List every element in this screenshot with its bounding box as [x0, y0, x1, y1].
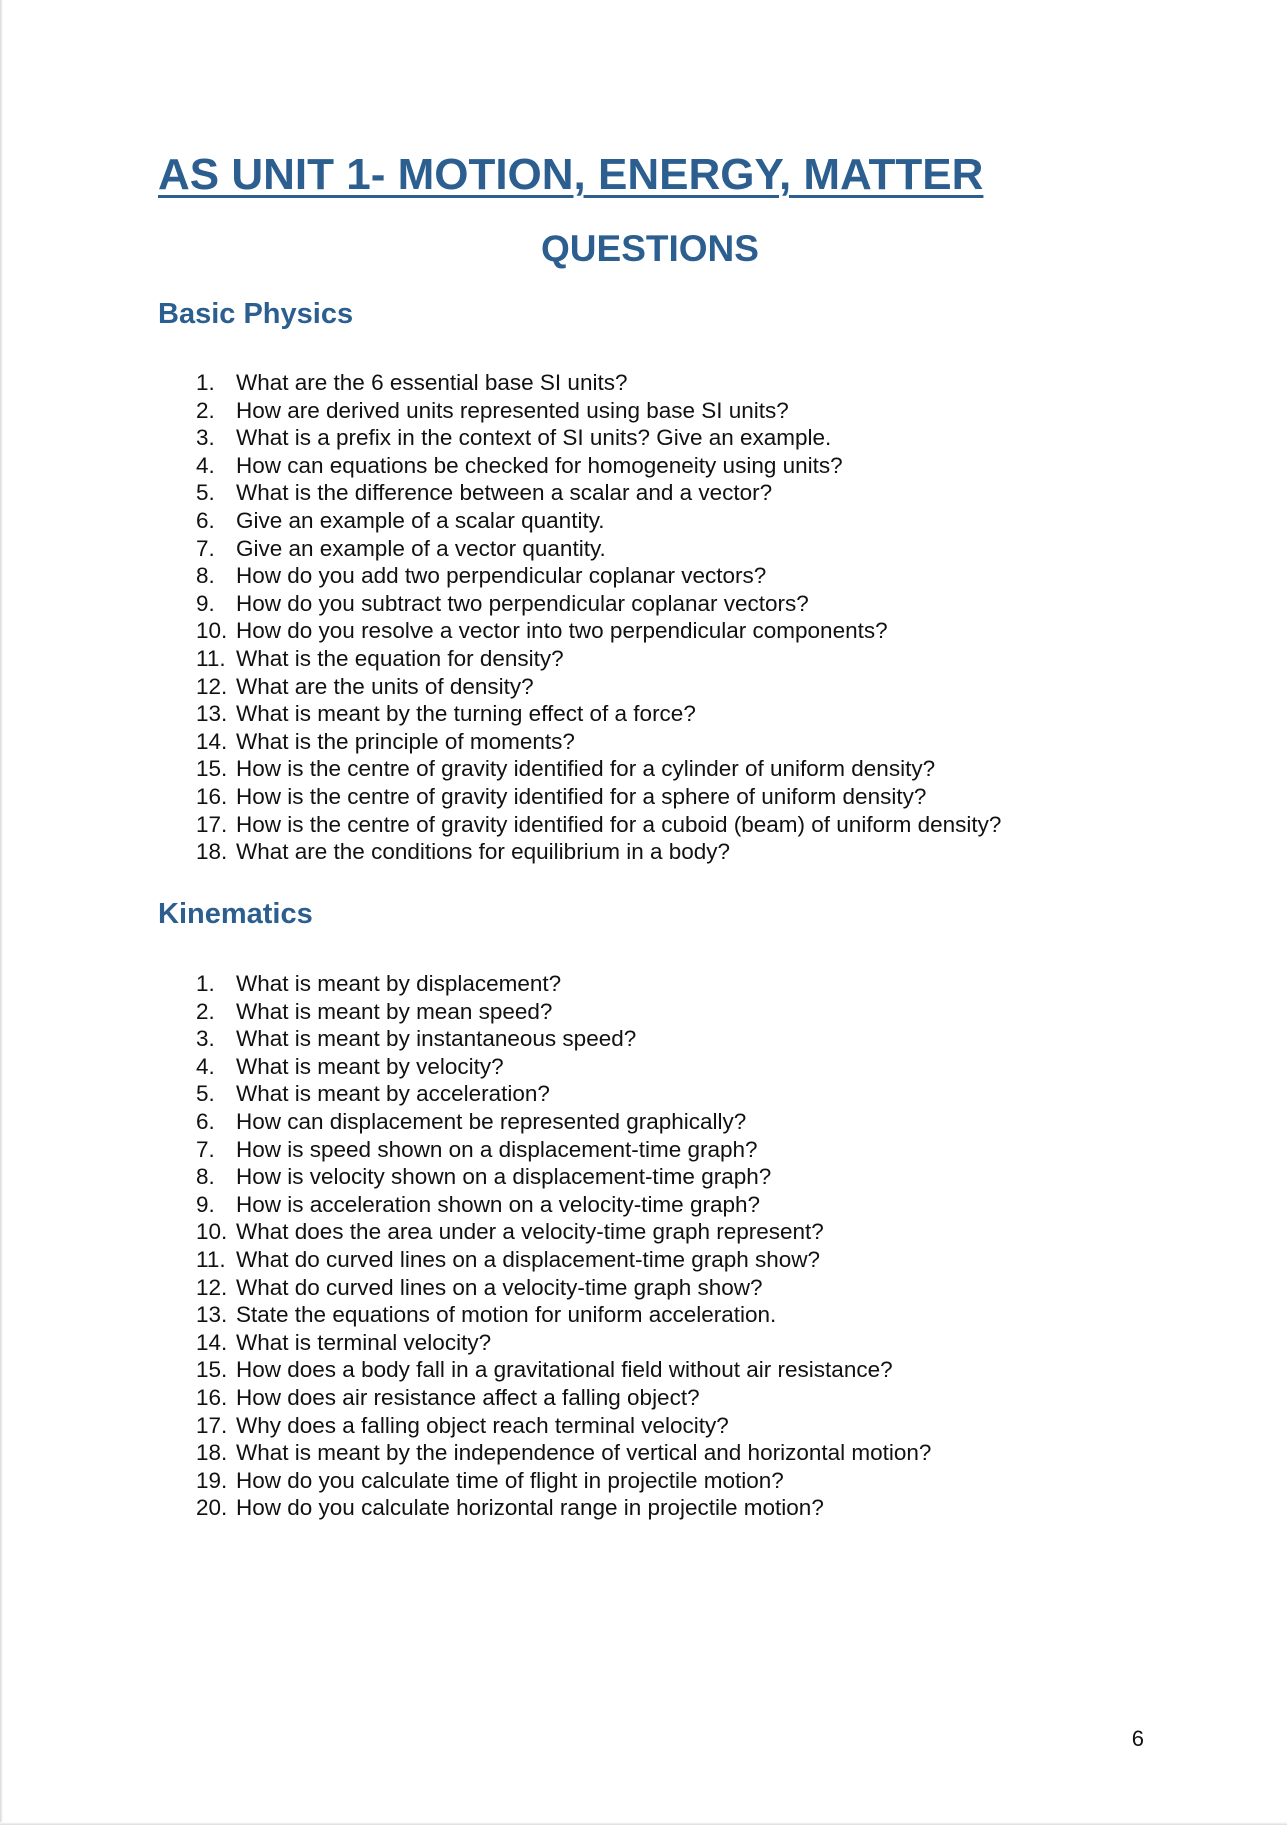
question-number: 14. [196, 728, 228, 754]
question-item [196, 590, 1001, 618]
section-heading-kinematics: Kinematics [158, 898, 313, 930]
question-item [196, 1439, 931, 1467]
question-item [196, 1053, 931, 1081]
question-item [196, 507, 1001, 535]
question-item [196, 783, 1001, 811]
question-number: 1. [196, 971, 215, 996]
question-number: 12. [196, 1274, 228, 1300]
question-item [196, 970, 931, 998]
question-number: 11. [196, 645, 226, 671]
question-text: How can equations be checked for homogeneity using units? [236, 452, 843, 478]
question-item [196, 424, 1001, 452]
question-text: What is meant by mean speed? [236, 998, 553, 1024]
document-title: AS UNIT 1- MOTION, ENERGY, MATTER [158, 150, 984, 199]
question-text: How do you resolve a vector into two perpendicular components? [236, 618, 888, 644]
question-item [196, 1191, 931, 1219]
question-number: 6. [196, 507, 215, 533]
question-list-kinematics [196, 970, 931, 1522]
question-text: What is meant by instantaneous speed? [236, 1026, 637, 1052]
question-text: What do curved lines on a displacement-time graph show? [236, 1246, 821, 1272]
document-subtitle: QUESTIONS [541, 228, 759, 269]
question-item [196, 1412, 931, 1440]
question-number: 13. [196, 1302, 228, 1328]
question-number: 10. [196, 618, 228, 644]
question-number: 2. [196, 998, 215, 1024]
section-heading-basic-physics: Basic Physics [158, 298, 354, 330]
question-item [196, 1274, 931, 1302]
question-item [196, 1136, 931, 1164]
question-item [196, 1329, 931, 1357]
question-text: What is the principle of moments? [236, 728, 575, 754]
question-number: 5. [196, 1081, 215, 1107]
question-number: 13. [196, 701, 228, 727]
question-number: 2. [196, 397, 215, 423]
question-number: 12. [196, 673, 228, 699]
question-text: How is the centre of gravity identified for a sphere of uniform density? [236, 783, 927, 809]
question-item [196, 811, 1001, 839]
question-text: State the equations of motion for uniform acceleration. [236, 1302, 777, 1328]
question-number: 14. [196, 1329, 228, 1355]
question-text: What is the difference between a scalar and a vector? [236, 480, 773, 506]
question-number: 8. [196, 1164, 215, 1190]
question-text: Why does a falling object reach terminal velocity? [236, 1412, 729, 1438]
question-item [196, 755, 1001, 783]
question-text: What is meant by the turning effect of a force? [236, 701, 696, 727]
question-item [196, 1025, 931, 1053]
question-list-basic-physics [196, 369, 1001, 866]
question-text: What is the equation for density? [236, 645, 564, 671]
question-item [196, 1108, 931, 1136]
question-item [196, 452, 1001, 480]
question-number: 15. [196, 1357, 228, 1383]
question-item [196, 1494, 931, 1522]
question-text: What does the area under a velocity-time graph represent? [236, 1219, 824, 1245]
question-item [196, 1218, 931, 1246]
page-number: 6 [1131, 1726, 1144, 1751]
question-number: 16. [196, 1384, 228, 1410]
question-item [196, 617, 1001, 645]
question-number: 7. [196, 535, 215, 561]
question-number: 16. [196, 783, 228, 809]
question-text: How is speed shown on a displacement-time graph? [236, 1136, 758, 1162]
question-number: 4. [196, 1053, 215, 1079]
question-text: What is meant by the independence of vertical and horizontal motion? [236, 1440, 932, 1466]
question-item [196, 838, 1001, 866]
question-item [196, 397, 1001, 425]
question-number: 6. [196, 1108, 215, 1134]
question-number: 18. [196, 1440, 228, 1466]
question-text: What is terminal velocity? [236, 1329, 492, 1355]
question-text: Give an example of a scalar quantity. [236, 507, 605, 533]
question-text: How are derived units represented using base SI units? [236, 397, 789, 423]
question-item [196, 700, 1001, 728]
question-item [196, 479, 1001, 507]
question-item [196, 1467, 931, 1495]
question-text: How is acceleration shown on a velocity-time graph? [236, 1191, 761, 1217]
question-number: 3. [196, 1026, 215, 1052]
question-item [196, 728, 1001, 756]
question-text: Give an example of a vector quantity. [236, 535, 606, 561]
question-text: What is meant by acceleration? [236, 1081, 550, 1107]
question-text: What are the units of density? [236, 673, 534, 699]
question-item [196, 369, 1001, 397]
question-number: 7. [196, 1136, 215, 1162]
question-number: 15. [196, 756, 228, 782]
question-text: How does air resistance affect a falling object? [236, 1384, 700, 1410]
question-text: What is a prefix in the context of SI units? Give an example. [236, 425, 832, 451]
question-text: How is the centre of gravity identified for a cuboid (beam) of uniform density? [236, 811, 1002, 837]
question-number: 18. [196, 839, 228, 865]
question-item [196, 1384, 931, 1412]
question-text: What are the conditions for equilibrium in a body? [236, 839, 731, 865]
question-text: How is the centre of gravity identified for a cylinder of uniform density? [236, 756, 936, 782]
page-edge-shadow [0, 0, 3, 1825]
question-number: 10. [196, 1219, 228, 1245]
question-number: 1. [196, 370, 215, 395]
question-text: How is velocity shown on a displacement-time graph? [236, 1164, 772, 1190]
question-item [196, 1163, 931, 1191]
question-item [196, 562, 1001, 590]
question-text: How does a body fall in a gravitational field without air resistance? [236, 1357, 893, 1383]
question-number: 8. [196, 563, 215, 589]
question-item [196, 998, 931, 1026]
question-number: 9. [196, 1191, 215, 1217]
question-item [196, 535, 1001, 563]
question-item [196, 1080, 931, 1108]
question-text: What do curved lines on a velocity-time graph show? [236, 1274, 763, 1300]
question-item [196, 1301, 931, 1329]
question-item [196, 645, 1001, 673]
question-text: What are the 6 essential base SI units? [236, 370, 628, 395]
question-item [196, 1356, 931, 1384]
question-item [196, 1246, 931, 1274]
question-number: 20. [196, 1495, 228, 1521]
question-number: 17. [196, 1412, 228, 1438]
question-text: How do you calculate time of flight in projectile motion? [236, 1467, 784, 1493]
question-number: 9. [196, 590, 215, 616]
question-number: 17. [196, 811, 228, 837]
question-text: How do you subtract two perpendicular coplanar vectors? [236, 590, 809, 616]
question-number: 4. [196, 452, 215, 478]
question-number: 3. [196, 425, 215, 451]
question-text: How do you add two perpendicular coplanar vectors? [236, 563, 767, 589]
question-item [196, 673, 1001, 701]
question-text: What is meant by velocity? [236, 1053, 504, 1079]
question-text: What is meant by displacement? [236, 971, 562, 996]
question-number: 11. [196, 1246, 226, 1272]
question-text: How can displacement be represented graphically? [236, 1108, 747, 1134]
question-number: 5. [196, 480, 215, 506]
question-text: How do you calculate horizontal range in projectile motion? [236, 1495, 824, 1521]
question-number: 19. [196, 1467, 228, 1493]
